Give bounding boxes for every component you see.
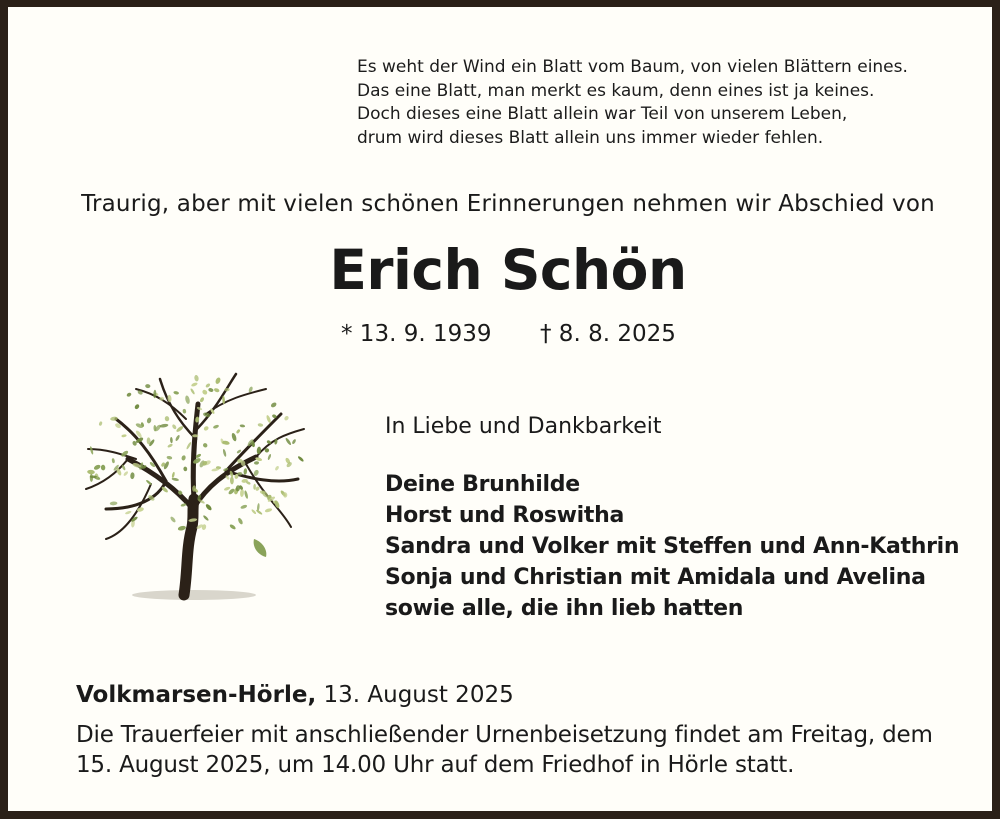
leaf-icon bbox=[111, 458, 115, 463]
leaf-icon bbox=[175, 434, 181, 441]
leaf-icon bbox=[257, 423, 263, 427]
mourner-line: sowie alle, die ihn lieb hatten bbox=[385, 596, 744, 621]
leaf-icon bbox=[176, 425, 185, 433]
leaf-icon bbox=[291, 439, 296, 445]
leaf-icon bbox=[213, 387, 220, 393]
leaf-icon bbox=[231, 432, 237, 441]
leaf-icon bbox=[167, 443, 173, 448]
leaf-icon bbox=[170, 437, 173, 443]
funeral-line: 15. August 2025, um 14.00 Uhr auf dem Friedhof in Hörle statt. bbox=[76, 752, 795, 778]
intro-text: Traurig, aber mit vielen schönen Erinnerungen nehmen wir Abschied von bbox=[81, 191, 935, 217]
leaf-icon bbox=[230, 477, 234, 485]
leaf-icon bbox=[159, 423, 168, 428]
leaf-icon bbox=[229, 524, 236, 531]
death-date: † 8. 8. 2025 bbox=[540, 321, 676, 347]
mourner-line: Deine Brunhilde bbox=[385, 472, 580, 497]
leaf-icon bbox=[240, 504, 248, 510]
leaf-icon bbox=[184, 395, 190, 404]
leaf-icon bbox=[205, 503, 213, 511]
leaf-icon bbox=[213, 424, 220, 429]
funeral-line: Die Trauerfeier mit anschließender Urnenbeisetzung findet am Freitag, dem bbox=[76, 722, 933, 748]
leaf-icon bbox=[237, 517, 243, 525]
leaf-icon bbox=[266, 415, 272, 424]
birth-date: * 13. 9. 1939 bbox=[341, 321, 492, 347]
leaf-icon bbox=[166, 455, 172, 459]
leaf-icon bbox=[274, 465, 279, 471]
poem-line: Das eine Blatt, man merkt es kaum, denn eines ist ja keines. bbox=[357, 80, 875, 101]
leaf-icon bbox=[223, 486, 230, 491]
leaf-icon bbox=[201, 389, 208, 396]
leaf-icon bbox=[146, 417, 152, 424]
mourner-line: Horst und Roswitha bbox=[385, 503, 625, 528]
leaf-icon bbox=[205, 383, 211, 389]
poem-line: Es weht der Wind ein Blatt vom Baum, von vielen Blättern eines. bbox=[357, 57, 908, 77]
leaf-icon bbox=[90, 476, 97, 479]
leaf-icon bbox=[192, 434, 198, 437]
leaf-icon bbox=[125, 510, 132, 515]
leaf-icon bbox=[181, 455, 186, 461]
poem bbox=[357, 56, 908, 150]
leaf-icon bbox=[236, 429, 241, 434]
leaf-icon bbox=[171, 472, 175, 479]
leaf-icon bbox=[270, 401, 277, 408]
leaf-icon bbox=[145, 384, 150, 388]
leaf-icon bbox=[110, 501, 118, 505]
leaf-icon bbox=[240, 489, 244, 497]
deceased-name: Erich Schön bbox=[329, 238, 687, 302]
leaf-icon bbox=[203, 515, 210, 522]
leaf-icon bbox=[285, 437, 292, 445]
leaf-icon bbox=[244, 490, 249, 499]
leaf-icon bbox=[98, 421, 102, 426]
falling-leaf-icon bbox=[254, 539, 267, 557]
leaf-icon bbox=[93, 464, 101, 471]
leaf-icon bbox=[145, 479, 152, 485]
poem-line: Doch dieses eine Blatt allein war Teil von unserem Leben, bbox=[357, 104, 848, 124]
leaf-icon bbox=[194, 375, 199, 382]
leaf-icon bbox=[121, 434, 127, 438]
leaf-icon bbox=[251, 509, 257, 515]
tree-illustration bbox=[76, 359, 312, 605]
leaf-icon bbox=[208, 387, 214, 392]
leaf-icon bbox=[199, 397, 205, 403]
leaf-icon bbox=[267, 454, 272, 461]
leaf-icon bbox=[126, 392, 132, 398]
leaf-icon bbox=[171, 424, 177, 430]
place-date bbox=[76, 682, 514, 708]
leaf-icon bbox=[87, 470, 95, 475]
leaf-icon bbox=[134, 403, 140, 410]
leaf-icon bbox=[256, 509, 263, 515]
leaf-icon bbox=[186, 442, 192, 450]
leaf-icon bbox=[202, 442, 208, 448]
leaf-icon bbox=[190, 388, 196, 395]
funeral-notice bbox=[76, 720, 976, 780]
mourner-line: Sonja und Christian mit Amidala und Avelina bbox=[385, 565, 926, 590]
leaf-icon bbox=[123, 471, 129, 477]
dedication-text: In Liebe und Dankbarkeit bbox=[385, 414, 662, 439]
leaf-icon bbox=[222, 449, 227, 457]
mourner-line: Sandra und Volker mit Steffen und Ann-Kathrin bbox=[385, 534, 960, 559]
leaf-icon bbox=[283, 415, 289, 421]
ground-shadow bbox=[132, 590, 256, 600]
place-date-value: 13. August 2025 bbox=[316, 682, 514, 708]
leaf-icon bbox=[182, 409, 186, 414]
leaf-icon bbox=[240, 424, 246, 428]
leaf-icon bbox=[101, 465, 106, 471]
tree-branches bbox=[86, 374, 304, 595]
leaf-icon bbox=[89, 446, 94, 455]
leaf-icon bbox=[297, 455, 304, 462]
leaf-icon bbox=[203, 425, 209, 431]
leaf-icon bbox=[183, 466, 187, 471]
leaf-icon bbox=[264, 508, 272, 513]
leaf-icon bbox=[243, 468, 247, 475]
leaf-icon bbox=[130, 472, 135, 479]
place-location: Volkmarsen-Hörle, bbox=[76, 682, 317, 708]
leaf-icon bbox=[254, 461, 259, 465]
leaf-icon bbox=[177, 525, 186, 531]
leaf-icon bbox=[170, 516, 177, 523]
poem-line: drum wird dieses Blatt allein uns immer wieder fehlen. bbox=[357, 127, 824, 148]
mourners-list bbox=[385, 469, 959, 624]
leaf-icon bbox=[215, 377, 222, 385]
leaf-icon bbox=[164, 416, 169, 422]
leaf-icon bbox=[191, 382, 198, 387]
leaf-icon bbox=[173, 391, 179, 395]
